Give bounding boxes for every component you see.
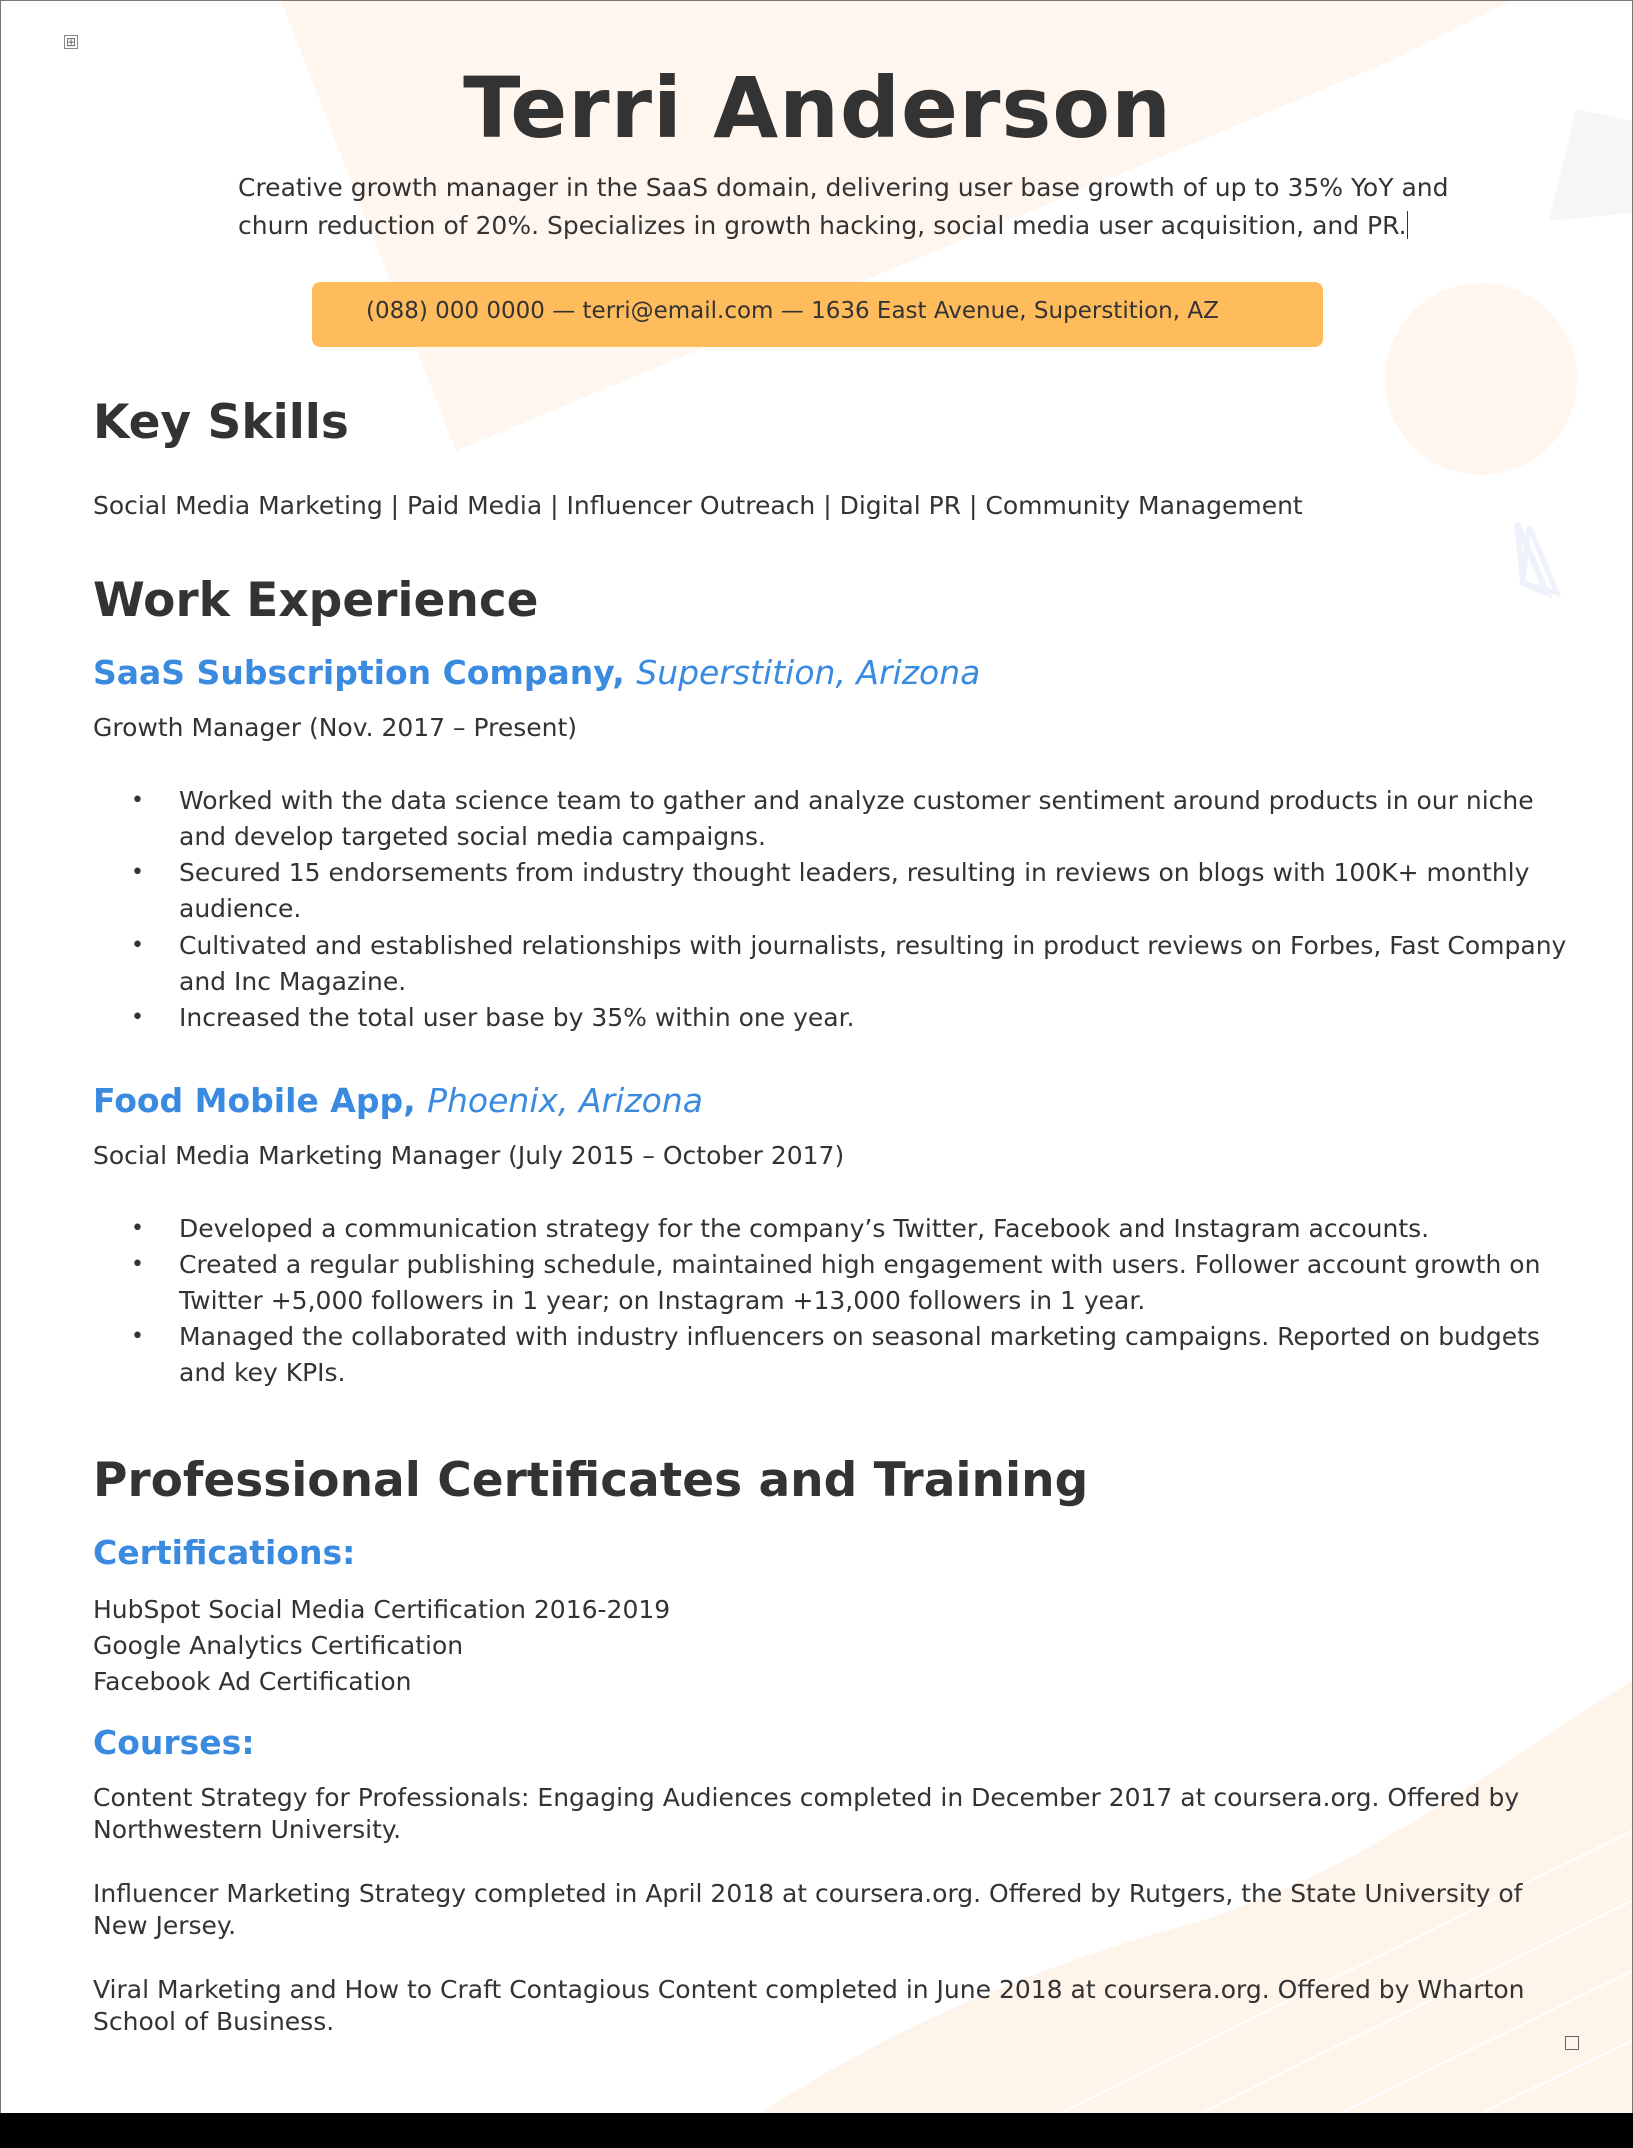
bullet-icon: • bbox=[131, 1005, 144, 1030]
skill-separator: | bbox=[969, 491, 978, 520]
job-1-role: Growth Manager (Nov. 2017 – Present) bbox=[93, 713, 578, 742]
contact-info: (088) 000 0000 — terri@email.com — 1636 East Avenue, Superstition, AZ bbox=[366, 298, 1219, 324]
bullet-icon: • bbox=[131, 1324, 144, 1349]
table-resize-handle-icon[interactable] bbox=[1565, 2036, 1579, 2050]
bullet-icon: • bbox=[131, 1216, 144, 1241]
job-1-bullet-1-line-1: Worked with the data science team to gather and analyze customer sentiment around products in our niche bbox=[179, 786, 1534, 815]
job-1-bullet-3-line-2: and Inc Magazine. bbox=[179, 967, 407, 996]
job-2-bullet-2-line-1: Created a regular publishing schedule, maintained high engagement with users. Follower account growth on bbox=[179, 1250, 1541, 1279]
certification-item: Facebook Ad Certification bbox=[93, 1667, 412, 1696]
contact-bar bbox=[312, 282, 1323, 347]
certification-item: Google Analytics Certification bbox=[93, 1631, 464, 1660]
bullet-icon: • bbox=[131, 860, 144, 885]
window-bottom-bar bbox=[0, 2113, 1633, 2148]
job-1-company: SaaS Subscription Company, bbox=[93, 653, 625, 692]
skills-heading: Key Skills bbox=[93, 395, 349, 450]
summary-line-2[interactable] bbox=[238, 211, 1408, 240]
summary-line-2-text: churn reduction of 20%. Specializes in growth hacking, social media user acquisition, and PR. bbox=[238, 211, 1407, 240]
experience-heading: Work Experience bbox=[93, 573, 539, 628]
course-1-line-1: Content Strategy for Professionals: Engaging Audiences completed in December 2017 at coursera.org. Offered by bbox=[93, 1783, 1520, 1812]
course-2-line-2: New Jersey. bbox=[93, 1911, 237, 1940]
job-2-bullet-2-line-2: Twitter +5,000 followers in 1 year; on Instagram +13,000 followers in 1 year. bbox=[179, 1286, 1146, 1315]
table-move-handle-icon[interactable]: ⊞ bbox=[65, 35, 77, 49]
text-cursor bbox=[1407, 211, 1408, 239]
job-1-bullet-1-line-2: and develop targeted social media campaigns. bbox=[179, 822, 766, 851]
job-1-bullet-2-line-1: Secured 15 endorsements from industry thought leaders, resulting in reviews on blogs with 100K+ monthly bbox=[179, 858, 1530, 887]
certs-heading: Professional Certificates and Training bbox=[93, 1453, 1089, 1508]
skill-item: Influencer Outreach bbox=[566, 491, 816, 520]
job-2-bullet-3-line-1: Managed the collaborated with industry influencers on seasonal marketing campaigns. Reported on budgets bbox=[179, 1322, 1540, 1351]
bullet-icon: • bbox=[131, 933, 144, 958]
job-1-bullet-2-line-2: audience. bbox=[179, 894, 302, 923]
course-1-line-2: Northwestern University. bbox=[93, 1815, 402, 1844]
job-1-bullet-3-line-1: Cultivated and established relationships with journalists, resulting in product reviews on Forbes, Fast Company bbox=[179, 931, 1567, 960]
skill-item: Community Management bbox=[985, 491, 1303, 520]
course-3-line-1: Viral Marketing and How to Craft Contagious Content completed in June 2018 at coursera.org. Offered by Wharton bbox=[93, 1975, 1525, 2004]
skill-item: Social Media Marketing bbox=[93, 491, 383, 520]
course-2-line-1: Influencer Marketing Strategy completed in April 2018 at coursera.org. Offered by Rutgers, the State University of bbox=[93, 1879, 1523, 1908]
certification-item: HubSpot Social Media Certification 2016-2019 bbox=[93, 1595, 671, 1624]
job-1-bullet-4-line-1: Increased the total user base by 35% within one year. bbox=[179, 1003, 855, 1032]
job-2-bullet-1-line-1: Developed a communication strategy for the company’s Twitter, Facebook and Instagram accounts. bbox=[179, 1214, 1430, 1243]
job-2-company: Food Mobile App, bbox=[93, 1081, 416, 1120]
certifications-label: Certifications: bbox=[93, 1533, 356, 1572]
bullet-icon: • bbox=[131, 1252, 144, 1277]
skill-separator: | bbox=[823, 491, 832, 520]
course-3-line-2: School of Business. bbox=[93, 2007, 335, 2036]
skill-separator: | bbox=[390, 491, 400, 520]
skill-item: Paid Media bbox=[407, 491, 543, 520]
job-2-location: Phoenix, Arizona bbox=[427, 1081, 703, 1120]
skill-separator: | bbox=[550, 491, 559, 520]
job-2-role: Social Media Marketing Manager (July 2015 – October 2017) bbox=[93, 1141, 845, 1170]
job-2-title bbox=[93, 1081, 703, 1120]
courses-label: Courses: bbox=[93, 1723, 255, 1762]
resume-name: Terri Anderson bbox=[463, 59, 1172, 157]
skill-item: Digital PR bbox=[839, 491, 970, 520]
skills-list bbox=[93, 491, 1303, 520]
job-1-location: Superstition, Arizona bbox=[636, 653, 981, 692]
job-2-bullet-3-line-2: and key KPIs. bbox=[179, 1358, 346, 1387]
job-1-title bbox=[93, 653, 980, 692]
summary-line-1: Creative growth manager in the SaaS domain, delivering user base growth of up to 35% YoY and bbox=[238, 173, 1449, 202]
bullet-icon: • bbox=[131, 788, 144, 813]
